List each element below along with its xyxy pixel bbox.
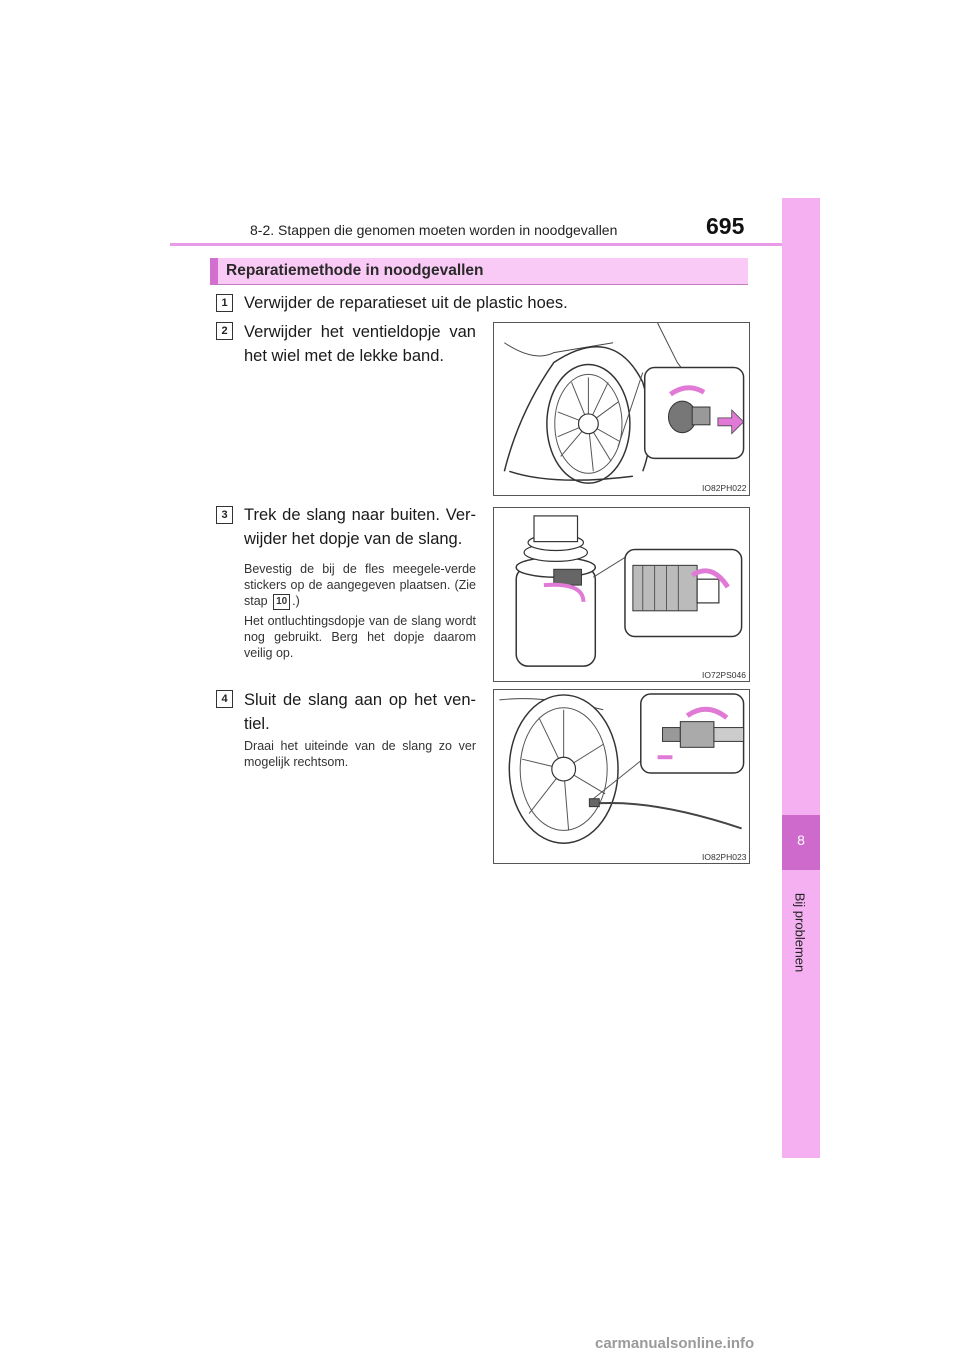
chapter-label: Bij problemen xyxy=(792,892,808,973)
section-title: Reparatiemethode in noodgevallen xyxy=(226,262,484,279)
wheel-valve-illustration xyxy=(494,323,749,495)
figure-hose-cap-removal xyxy=(493,507,750,682)
hose-valve-illustration xyxy=(494,690,749,863)
step-3-badge: 3 xyxy=(216,506,233,524)
step-4-badge: 4 xyxy=(216,690,233,708)
step-3-note-1-text: Bevestig de bij de fles meegele-verde stickers op de aangegeven plaatsen. (Zie stap xyxy=(244,562,476,608)
figure-code: IO82PH022 xyxy=(702,483,747,493)
watermark: carmanualsonline.info xyxy=(595,1335,755,1352)
figure-code: IO72PS046 xyxy=(702,670,746,680)
step-2-badge: 2 xyxy=(216,322,233,340)
header-rule xyxy=(170,243,820,246)
figure-code: IO82PH023 xyxy=(702,852,747,862)
step-4-text: Sluit de slang aan op het ven-tiel. xyxy=(244,691,476,733)
figure-hose-to-valve xyxy=(493,689,750,864)
step-3-note-1 xyxy=(244,561,476,610)
step-2-text: Verwijder het ventieldopje van het wiel met de lekke band. xyxy=(244,323,476,365)
chapter-side-tab xyxy=(782,198,820,1158)
page-number: 695 xyxy=(706,213,745,239)
step-1-badge: 1 xyxy=(216,294,233,312)
running-header: 8-2. Stappen die genomen moeten worden in noodgevallen xyxy=(250,222,618,238)
step-4-note: Draai het uiteinde van de slang zo ver mogelijk rechtsom. xyxy=(244,739,476,769)
figure-valve-cap-removal xyxy=(493,322,750,496)
step-3-note-2: Het ontluchtingsdopje van de slang wordt nog gebruikt. Berg het dopje daarom veilig op. xyxy=(244,614,476,660)
step-3-note-1-end: .) xyxy=(292,594,300,608)
step-10-reference[interactable]: 10 xyxy=(273,594,290,610)
bottle-hose-illustration xyxy=(494,508,749,681)
chapter-number: 8 xyxy=(797,832,805,848)
step-1-text: Verwijder de reparatieset uit de plastic hoes. xyxy=(244,294,568,312)
step-3-text: Trek de slang naar buiten. Ver-wijder het dopje van de slang. xyxy=(244,506,476,548)
